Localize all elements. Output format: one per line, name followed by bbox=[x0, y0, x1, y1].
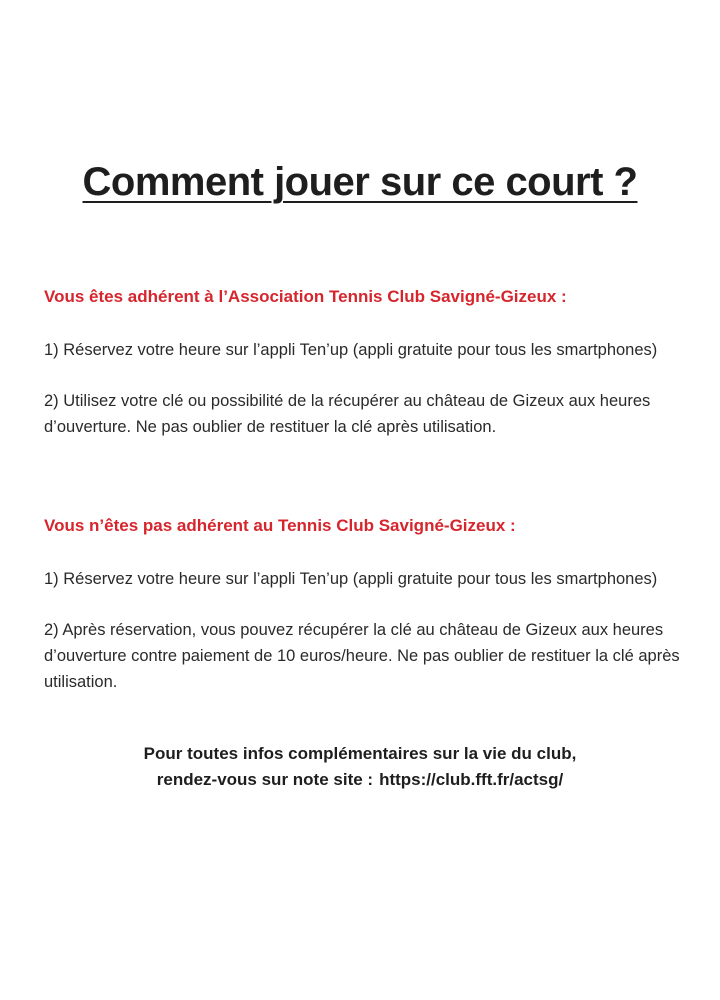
footer-line-2 bbox=[0, 767, 720, 793]
footer-info bbox=[0, 741, 720, 793]
footer-site-label: rendez-vous sur note site : bbox=[156, 770, 374, 789]
footer-line-1: Pour toutes infos complémentaires sur la vie du club, bbox=[143, 744, 577, 763]
page-title: Comment jouer sur ce court ? bbox=[82, 160, 638, 204]
members-step-1: 1) Réservez votre heure sur l’appli Ten’up (appli gratuite pour tous les smartphones) bbox=[44, 341, 658, 359]
non-members-step-2: 2) Après réservation, vous pouvez récupérer la clé au château de Gizeux aux heures d’ouverture contre paiement de 10 euros/heure. Ne pas oublier de restituer la clé après utilisation. bbox=[44, 621, 680, 691]
non-members-step-1: 1) Réservez votre heure sur l’appli Ten’up (appli gratuite pour tous les smartphones) bbox=[44, 570, 658, 588]
non-members-heading: Vous n’êtes pas adhérent au Tennis Club Savigné-Gizeux : bbox=[44, 516, 516, 535]
club-website-link[interactable]: https://club.fft.fr/actsg/ bbox=[379, 770, 564, 789]
members-step-2: 2) Utilisez votre clé ou possibilité de la récupérer au château de Gizeux aux heures d’ouverture. Ne pas oublier de restituer la clé après utilisation. bbox=[44, 392, 651, 436]
members-heading: Vous êtes adhérent à l’Association Tennis Club Savigné-Gizeux : bbox=[44, 287, 567, 306]
